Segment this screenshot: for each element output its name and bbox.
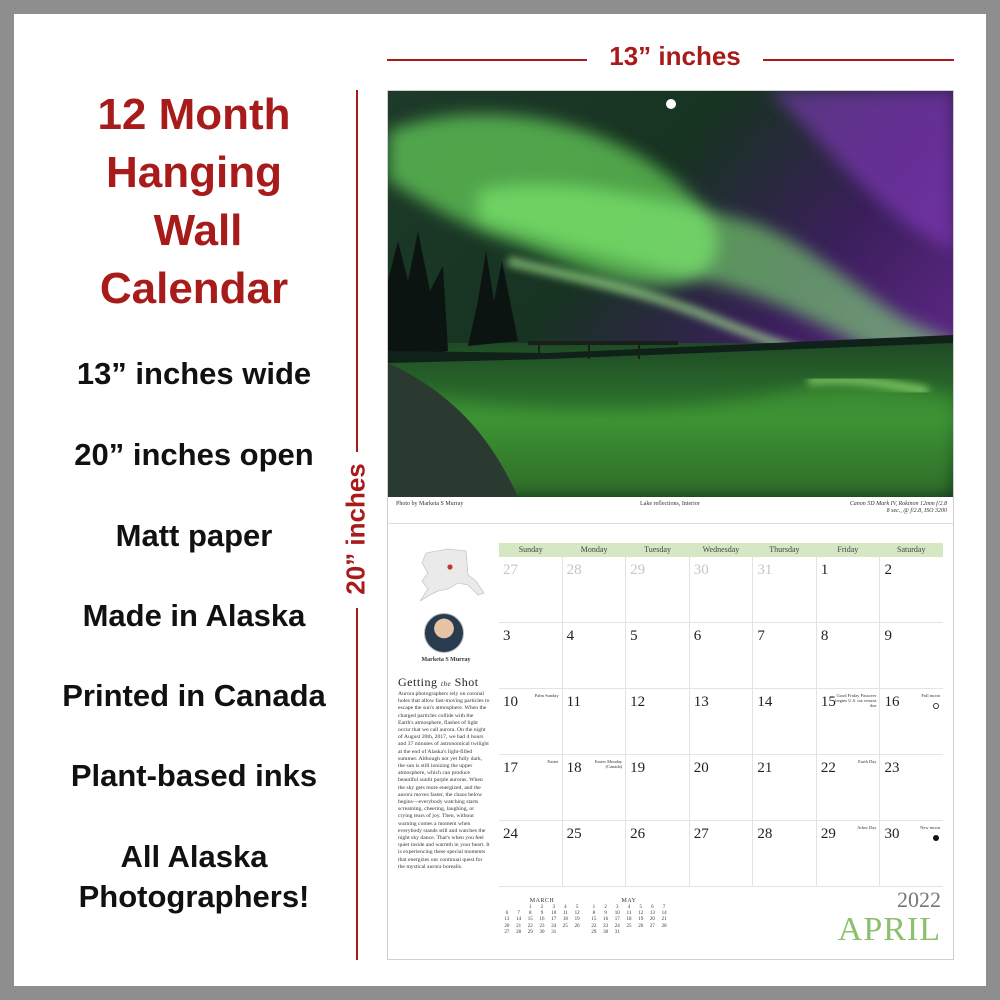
mini-day: 6 [505, 911, 509, 917]
mini-day: 31 [614, 929, 620, 935]
day-cell [690, 623, 754, 688]
photographer-name: Marketa S Murray [421, 657, 471, 663]
day-number: 20 [693, 760, 709, 776]
day-number: 29 [630, 562, 646, 578]
day-cell [626, 623, 690, 688]
day-number: 3 [503, 628, 511, 644]
day-number: 28 [566, 562, 582, 578]
mini-day: 23 [603, 923, 609, 929]
day-number: 13 [693, 694, 709, 710]
day-number: 8 [820, 628, 829, 644]
mini-day: 8 [592, 911, 596, 917]
feature-width: 13” inches wide [76, 356, 312, 391]
day-number: 30 [693, 562, 709, 578]
day-event: Full moon [921, 693, 941, 698]
day-event: Earth Day [858, 759, 877, 764]
day-cell [499, 755, 563, 820]
mini-day: 22 [591, 923, 597, 929]
story-text: Aurora photographers rely on coronal holes that allow fast-moving particles to escape the sun's atmosphere. When the charged particles collide with the Earth's atmosphere, flashes of light occur that we call aurora. On the night of August 20th, 2017, we had 4 hours and 37 minutes of astronomical twilight at the end of Alaska's light-filled summer. Although not yet fully dark, the sun is still ionizing the upper atmosphere, which can produce beautiful sunlit purple auroras. When the sky gets more energized, and the aurora moves faster, the chaos below begins—everybody watching starts screaming, cheering, laughing, or crying tears of joy. Then, without warning comes a moment when everybody stands still and watches the night sky dance. That's when you feel quiet inside and warmth in your heart. It is experiencing these special moments that energizes our continual quest for the mystical aurora borealis. [398, 691, 490, 870]
day-number: 22 [820, 760, 836, 776]
mini-day: 27 [504, 929, 510, 935]
mini-day: 26 [638, 923, 644, 929]
day-cell [880, 623, 943, 688]
day-cell [817, 557, 881, 622]
day-cell [499, 557, 563, 622]
day-number: 31 [757, 562, 773, 578]
mini-day: 13 [649, 911, 655, 917]
mini-day: 24 [551, 923, 557, 929]
day-number: 25 [566, 826, 582, 842]
week-row [499, 689, 943, 755]
feature-made: Made in Alaska [82, 598, 306, 633]
mini-day: 9 [540, 911, 544, 917]
day-cell [690, 689, 754, 754]
day-cell [499, 689, 563, 754]
day-cell [880, 689, 943, 754]
day-number: 16 [884, 694, 900, 710]
photo-credit: Photo by Marketa S Murray [396, 501, 464, 507]
mini-day: 18 [562, 917, 568, 923]
day-cell [499, 821, 563, 886]
mini-day: 2 [604, 905, 607, 910]
promo-title-line: 12 Month [97, 90, 291, 139]
mini-day: 2 [540, 905, 544, 910]
day-number: 7 [757, 628, 765, 644]
mini-day: 15 [591, 917, 597, 923]
weekday-label: Sunday [518, 545, 543, 554]
week-row [499, 755, 943, 821]
mini-day: 28 [661, 923, 667, 929]
day-number: 11 [566, 694, 582, 710]
month-grid [499, 543, 943, 887]
day-event: Good Friday Passover begins U.S. tax returns due [835, 693, 877, 709]
hanging-hole [666, 99, 676, 109]
mini-day [647, 930, 659, 936]
day-number: 17 [503, 760, 518, 776]
day-cell [626, 557, 690, 622]
section-title [398, 675, 479, 690]
aurora-photo [388, 91, 953, 497]
mini-day: 19 [574, 917, 580, 923]
feature-photographers-1: All Alaska [120, 839, 268, 874]
weekday-label: Monday [580, 545, 608, 554]
day-number: 27 [693, 826, 709, 842]
mini-day: 29 [591, 929, 597, 935]
day-cell [626, 755, 690, 820]
day-cell [690, 557, 754, 622]
day-cell [817, 623, 881, 688]
day-number: 6 [693, 628, 702, 644]
day-cell [817, 689, 881, 754]
mini-calendar-march [501, 898, 583, 936]
day-cell [563, 557, 627, 622]
mini-day: 17 [551, 917, 557, 923]
day-event: Arbor Day [857, 825, 877, 830]
mini-day: 27 [649, 923, 655, 929]
mini-day: 11 [563, 911, 568, 917]
mini-day: 1 [529, 905, 532, 910]
week-row [499, 821, 943, 887]
week-row [499, 557, 943, 623]
mini-day [560, 930, 572, 936]
height-dimension-text: 20” inches [340, 463, 371, 595]
width-dimension-line-right [763, 59, 954, 61]
day-number: 23 [884, 760, 900, 776]
mini-day: 20 [504, 923, 510, 929]
day-number: 21 [757, 760, 773, 776]
mini-day: 9 [604, 911, 607, 917]
mini-day: 14 [516, 917, 522, 923]
mini-calendar-may [588, 898, 670, 936]
weekday-label: Saturday [897, 545, 926, 554]
photographer-avatar [424, 613, 464, 653]
mini-day: 6 [651, 905, 654, 910]
day-cell [626, 821, 690, 886]
day-cell [563, 689, 627, 754]
mini-day: 18 [626, 917, 632, 923]
mini-day: 23 [539, 923, 545, 929]
day-number: 24 [503, 826, 518, 842]
week-row [499, 623, 943, 689]
day-number: 2 [884, 562, 892, 578]
day-number: 15 [820, 694, 836, 710]
mini-day [635, 930, 647, 936]
mini-day: 17 [614, 917, 620, 923]
promo-title [14, 86, 374, 318]
day-number: 12 [630, 694, 646, 710]
calendar-month: APRIL [837, 911, 941, 948]
day-event: Easter Monday (Canada) [594, 759, 623, 770]
width-dimension-label: 13” inches [590, 39, 760, 73]
mini-day: 31 [551, 929, 557, 935]
day-number: 14 [757, 694, 773, 710]
mini-day: 30 [539, 929, 545, 935]
mini-day: 10 [551, 911, 557, 917]
mini-day: 3 [616, 905, 619, 910]
mini-day: 13 [504, 917, 510, 923]
mini-day: 7 [662, 905, 666, 910]
day-number: 9 [884, 628, 892, 644]
mini-calendar-grid [588, 905, 670, 936]
section-title-the: the [441, 680, 452, 688]
feature-inks: Plant-based inks [70, 758, 318, 793]
mini-day: 30 [603, 929, 609, 935]
day-cell [563, 755, 627, 820]
photo-title: Lake reflections, Interior [640, 501, 700, 507]
section-title-b: Shot [454, 675, 479, 689]
mini-day: 25 [626, 923, 632, 929]
day-number: 26 [630, 826, 646, 842]
mini-day: 28 [516, 929, 522, 935]
mini-day [658, 930, 670, 936]
mini-day: 11 [626, 911, 632, 917]
mini-day: 1 [592, 905, 596, 910]
mini-day: 7 [517, 911, 520, 917]
mini-day: 10 [614, 911, 620, 917]
height-dimension-label [326, 454, 386, 604]
mini-day: 12 [574, 911, 580, 917]
day-number: 10 [503, 694, 518, 710]
day-number: 28 [757, 826, 773, 842]
day-number: 4 [566, 628, 575, 644]
mini-day: 24 [614, 923, 620, 929]
day-event: New moon [920, 825, 941, 830]
feature-printed: Printed in Canada [62, 678, 326, 713]
promo-title-line: Hanging [106, 148, 282, 197]
mini-day: 15 [527, 917, 533, 923]
day-cell [563, 623, 627, 688]
weekday-header [499, 543, 943, 557]
mini-day: 22 [527, 923, 533, 929]
day-cell [817, 755, 881, 820]
mini-day: 8 [529, 911, 532, 917]
day-cell [563, 821, 627, 886]
day-number: 5 [630, 628, 638, 644]
mini-calendar-grid [501, 905, 583, 936]
camera-settings: 8 sec., @ f/2.8, ISO 3200 [886, 508, 947, 514]
calendar-page [387, 90, 954, 960]
camera-info [827, 501, 947, 515]
day-number: 1 [820, 562, 829, 578]
product-card [14, 14, 986, 986]
feature-photographers-2: Photographers! [78, 879, 310, 914]
mini-day: 4 [564, 905, 567, 910]
day-cell [753, 557, 817, 622]
mini-day: 5 [575, 905, 579, 910]
mini-day: 4 [627, 905, 631, 910]
day-number: 29 [820, 826, 836, 842]
day-number: 19 [630, 760, 646, 776]
day-number: 18 [566, 760, 582, 776]
day-number: 30 [884, 826, 900, 842]
day-cell [753, 623, 817, 688]
mini-day: 3 [552, 905, 555, 910]
full-moon-icon [933, 703, 939, 709]
height-dimension-line-top [356, 90, 358, 452]
day-number: 27 [503, 562, 518, 578]
day-cell [499, 623, 563, 688]
mini-day: 26 [574, 923, 580, 929]
weekday-label: Friday [837, 545, 859, 554]
new-moon-icon [933, 835, 939, 841]
promo-title-line: Wall [153, 206, 243, 255]
mini-day: 5 [639, 905, 642, 910]
height-dimension-line-bottom [356, 608, 358, 960]
feature-paper: Matt paper [115, 518, 273, 553]
aurora-photo-art [388, 91, 953, 497]
day-cell [880, 821, 943, 886]
mini-day [623, 930, 635, 936]
day-cell [817, 821, 881, 886]
section-title-a: Getting [398, 675, 438, 689]
day-cell [880, 557, 943, 622]
mini-day: 12 [638, 911, 644, 917]
weekday-label: Thursday [769, 545, 800, 554]
promo-title-line: Calendar [99, 264, 289, 313]
day-cell [753, 755, 817, 820]
camera-model: Canon 5D Mark IV, Rokinon 12mm f/2.8 [849, 501, 947, 507]
day-cell [880, 755, 943, 820]
mini-day: 19 [638, 917, 644, 923]
weekday-label: Tuesday [644, 545, 671, 554]
mini-day: 25 [562, 923, 568, 929]
mini-day: 29 [527, 929, 533, 935]
day-cell [626, 689, 690, 754]
day-cell [690, 755, 754, 820]
mini-day: 16 [539, 917, 545, 923]
mini-day: 21 [661, 917, 667, 923]
day-event: Easter [547, 759, 559, 764]
calendar-year: 2022 [897, 887, 941, 912]
mini-calendar-title: MARCH [529, 898, 555, 904]
width-dimension-line-left [387, 59, 587, 61]
mini-day [571, 930, 583, 936]
mini-day: 16 [603, 917, 609, 923]
page-divider [388, 523, 953, 524]
mini-day: 21 [516, 923, 522, 929]
day-cell [753, 689, 817, 754]
mini-day: 20 [649, 917, 655, 923]
day-cell [690, 821, 754, 886]
mini-calendar-title: MAY [621, 898, 637, 904]
weeks-container [499, 557, 943, 887]
day-cell [753, 821, 817, 886]
feature-height: 20” inches open [74, 437, 314, 472]
mini-day: 14 [661, 911, 667, 917]
alaska-map-icon [418, 545, 488, 605]
day-event: Palm Sunday [534, 693, 559, 698]
weekday-label: Wednesday [702, 545, 740, 554]
